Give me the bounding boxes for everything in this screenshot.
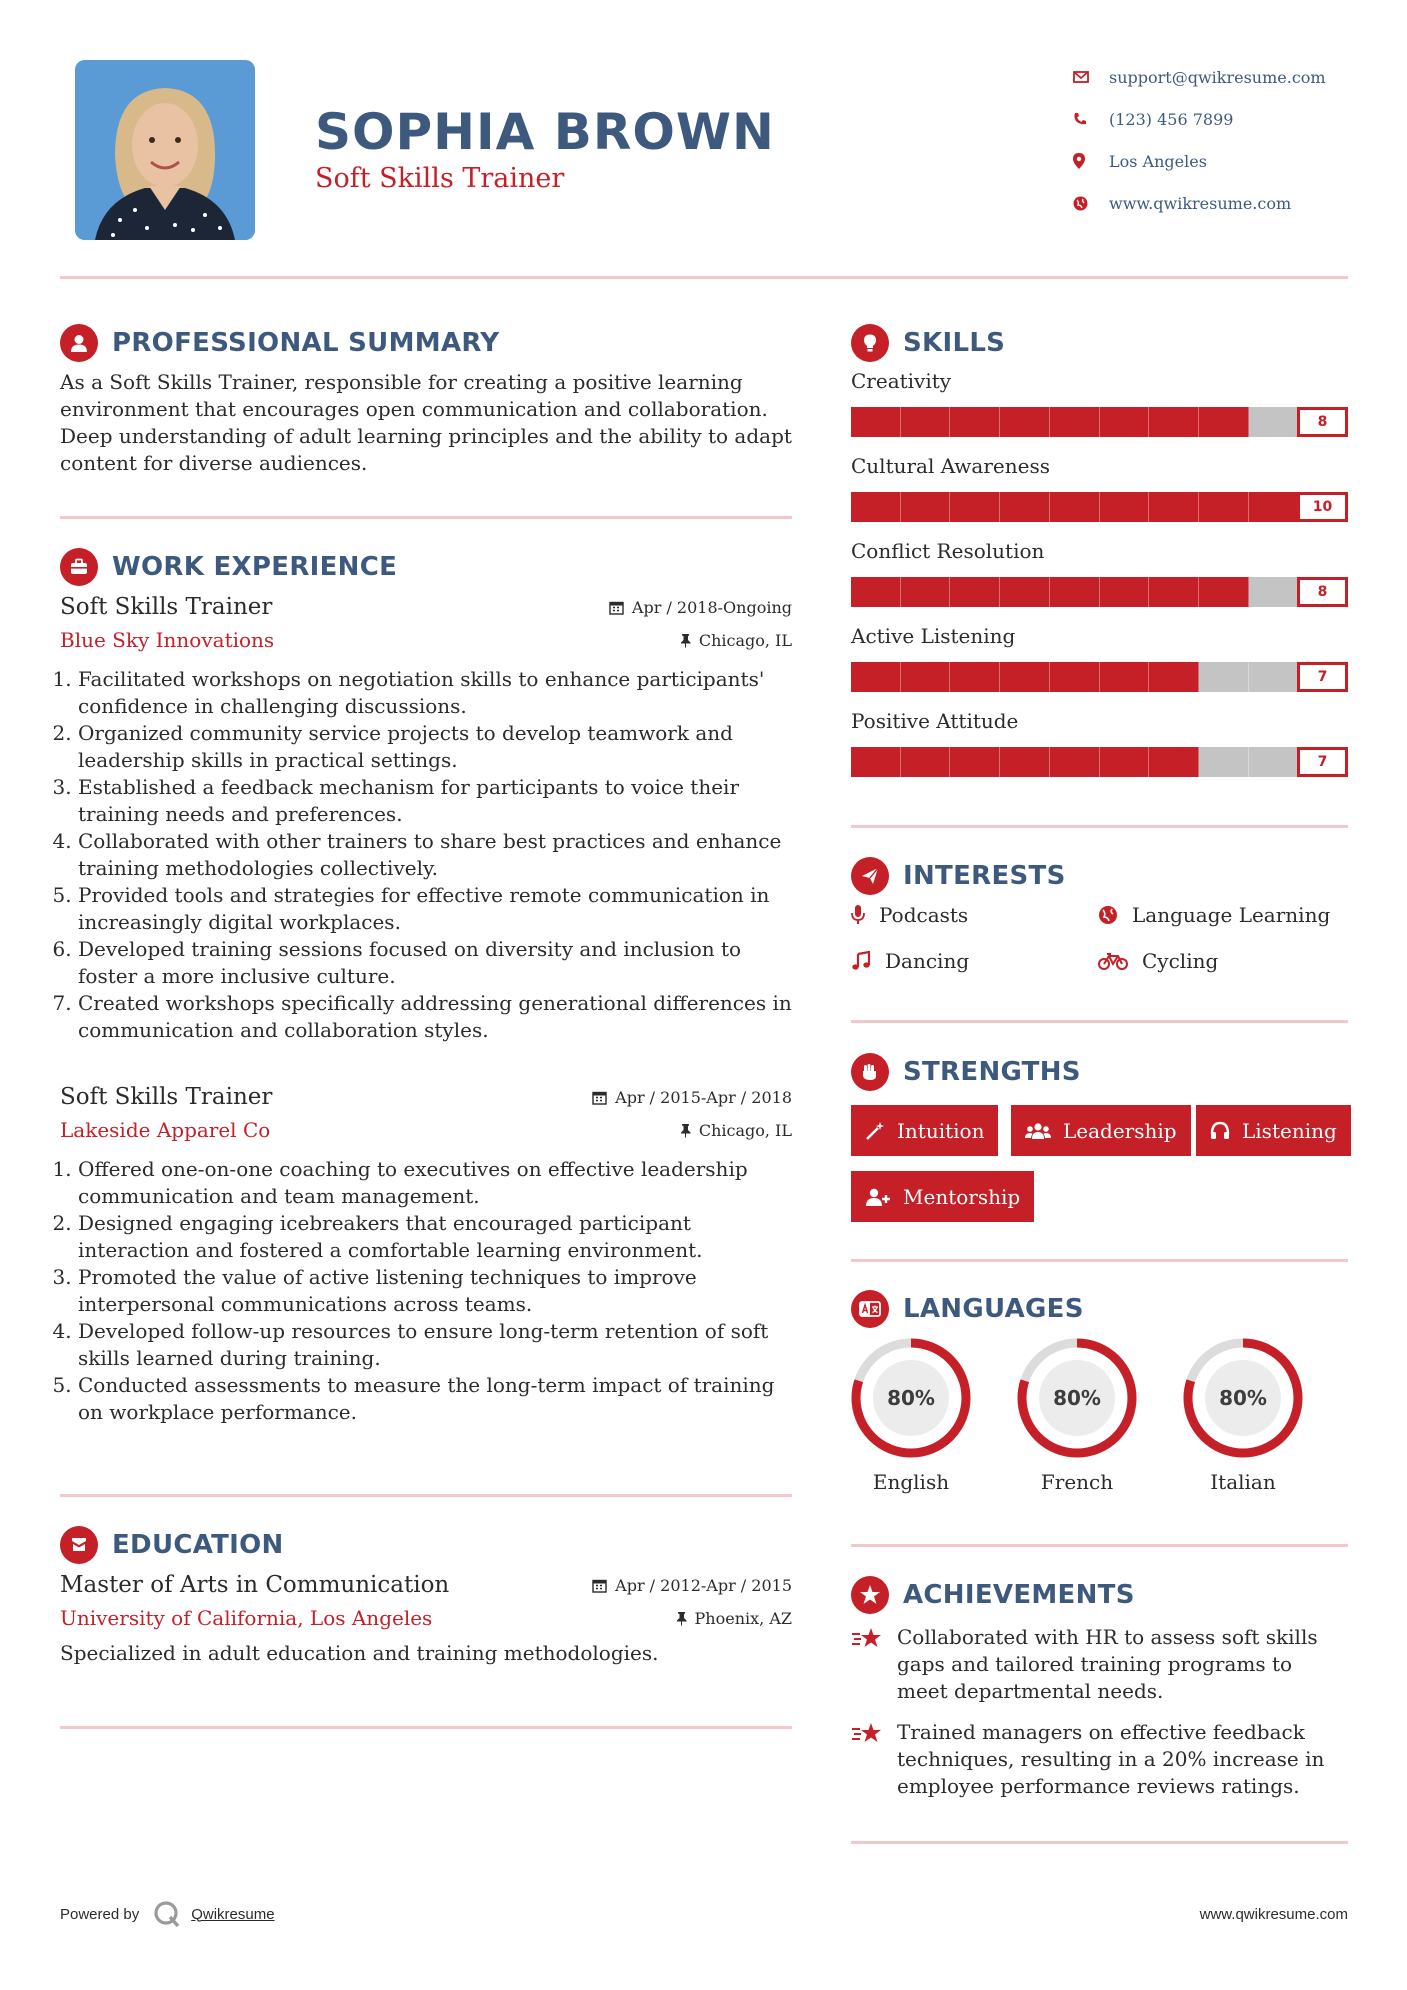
skill-value: 7: [1297, 747, 1348, 777]
qwikresume-logo-icon: [153, 1900, 181, 1928]
strength-chip: [1011, 1105, 1191, 1156]
contact-phone[interactable]: [1073, 98, 1373, 140]
skills-heading: [851, 324, 1005, 362]
duty-item: 7. Created workshops specifically addressing generational differences in communication and collaboration styles.: [78, 990, 792, 1044]
footer-powered: [60, 1900, 275, 1928]
summary-heading: [60, 324, 499, 362]
skill-bar-segment: [950, 492, 1000, 522]
shooting-star-icon: [851, 1721, 883, 1747]
job-dates: [609, 598, 792, 617]
skill-bar-segment: [1149, 747, 1199, 777]
skill-bar: [851, 662, 1348, 692]
skill-value: 7: [1297, 662, 1348, 692]
users-icon: [1025, 1121, 1051, 1141]
calendar-icon: [609, 600, 624, 615]
contact-list: [1073, 56, 1373, 224]
languages-heading: [851, 1290, 1084, 1328]
skill-bar-segment: [1000, 492, 1050, 522]
powered-by-text: Powered by: [60, 1905, 140, 1923]
work-title: WORK EXPERIENCE: [112, 552, 398, 582]
skill-bar-segment: [851, 747, 901, 777]
achievement-item: [851, 1719, 1348, 1800]
language-percent: 80%: [887, 1386, 935, 1410]
skill-bar-segment: [1050, 662, 1100, 692]
work-divider: [60, 1494, 792, 1497]
education-dates: [592, 1576, 792, 1595]
job-entry: [60, 594, 792, 1044]
summary-title: PROFESSIONAL SUMMARY: [112, 328, 500, 358]
skill-bar-segment: [851, 492, 901, 522]
job-location: [680, 1121, 792, 1140]
language-name: English: [872, 1470, 950, 1494]
degree: Master of Arts in Communication: [60, 1572, 450, 1598]
duty-item: 1. Facilitated workshops on negotiation skills to enhance participants' confidence in challenging discussions.: [78, 666, 792, 720]
languages-title: LANGUAGES: [903, 1294, 1084, 1324]
skill-name: Active Listening: [851, 624, 1016, 648]
education-location: [676, 1609, 792, 1628]
skill-value: 8: [1297, 407, 1348, 437]
education-entry: [60, 1572, 792, 1667]
strengths-title: STRENGTHS: [903, 1057, 1081, 1087]
skill-bar-segment: [1149, 662, 1199, 692]
music-note-icon: [851, 951, 871, 971]
job-role: Soft Skills Trainer: [60, 1084, 273, 1110]
skill-bar-segment: [851, 577, 901, 607]
profile-photo: [75, 60, 255, 240]
job-company: Lakeside Apparel Co: [60, 1118, 271, 1142]
skill-bar-segment: [1100, 407, 1150, 437]
interest-label: Podcasts: [879, 903, 969, 927]
skill-item: [851, 624, 1348, 692]
interest-item: [1098, 949, 1218, 973]
skill-bar-segment: [1050, 407, 1100, 437]
interest-label: Cycling: [1142, 949, 1219, 973]
job-dates: [592, 1088, 792, 1107]
skill-bar-segment: [950, 662, 1000, 692]
skill-bar: [851, 747, 1348, 777]
school: University of California, Los Angeles: [60, 1606, 433, 1630]
contact-website[interactable]: [1073, 182, 1373, 224]
duty-item: 2. Designed engaging icebreakers that encouraged participant interaction and fostered a comfortable learning environment.: [78, 1210, 792, 1264]
skill-bar-segment: [901, 577, 951, 607]
skill-bar-segment: [1249, 492, 1299, 522]
skill-bar-segment: [1000, 577, 1050, 607]
skill-bar-segment: [901, 747, 951, 777]
duty-item: 6. Developed training sessions focused on diversity and inclusion to foster a more inclusive culture.: [78, 936, 792, 990]
fist-icon: [851, 1053, 889, 1091]
strength-label: Intuition: [897, 1118, 985, 1143]
language-icon: [851, 1290, 889, 1328]
skill-bar-segment: [1000, 662, 1050, 692]
skill-bar-segment: [1249, 407, 1299, 437]
strengths-divider: [851, 1259, 1348, 1262]
pushpin-icon: [680, 633, 691, 648]
contact-phone-text: (123) 456 7899: [1109, 109, 1234, 129]
education-divider: [60, 1726, 792, 1729]
skill-name: Conflict Resolution: [851, 539, 1045, 563]
skill-bar-segment: [851, 662, 901, 692]
contact-location: [1073, 140, 1373, 182]
interest-label: Dancing: [885, 949, 970, 973]
skill-bar-segment: [1050, 492, 1100, 522]
duty-item: 3. Promoted the value of active listening techniques to improve interpersonal communications across teams.: [78, 1264, 792, 1318]
skills-title: SKILLS: [903, 328, 1006, 358]
profile-photo-illustration: [75, 60, 255, 240]
skill-bar-segment: [1100, 662, 1150, 692]
skill-bar-segment: [1100, 577, 1150, 607]
education-heading: [60, 1526, 284, 1564]
achievements-title: ACHIEVEMENTS: [903, 1580, 1135, 1610]
duty-item: 4. Collaborated with other trainers to share best practices and enhance training methodologies collectively.: [78, 828, 792, 882]
job-location: [680, 631, 792, 650]
job-dates-text: Apr / 2018-Ongoing: [631, 597, 792, 617]
skill-bar-segment: [1249, 662, 1299, 692]
job-role: Soft Skills Trainer: [60, 594, 273, 620]
shooting-star-icon: [851, 1626, 883, 1652]
skill-name: Cultural Awareness: [851, 454, 1050, 478]
globe-icon: [1073, 196, 1109, 211]
briefcase-icon: [60, 548, 98, 586]
header-divider: [60, 276, 1348, 279]
strength-label: Listening: [1242, 1118, 1337, 1143]
skill-bar-segment: [1249, 747, 1299, 777]
calendar-icon: [592, 1090, 607, 1105]
interests-heading: [851, 857, 1066, 895]
skill-item: [851, 454, 1348, 522]
footer-url[interactable]: www.qwikresume.com: [1199, 1906, 1348, 1923]
skill-bar-segment: [1199, 662, 1249, 692]
skill-bar: [851, 407, 1348, 437]
skill-bar-segment: [1000, 747, 1050, 777]
graduation-icon: [60, 1526, 98, 1564]
skill-bar-segment: [901, 662, 951, 692]
candidate-title: Soft Skills Trainer: [315, 163, 565, 194]
bicycle-icon: [1098, 951, 1128, 971]
language-name: Italian: [1210, 1470, 1276, 1494]
skill-item: [851, 709, 1348, 777]
education-description: Specialized in adult education and training methodologies.: [60, 1641, 659, 1665]
skill-bar: [851, 577, 1348, 607]
skill-name: Creativity: [851, 369, 952, 393]
skill-value: 8: [1297, 577, 1348, 607]
job-duties: [60, 1156, 792, 1426]
interest-item: [1098, 903, 1330, 927]
strength-chip: [851, 1171, 1034, 1222]
skill-bar-segment: [1050, 747, 1100, 777]
language-percent: 80%: [1053, 1386, 1101, 1410]
skill-bar-segment: [1149, 407, 1199, 437]
interests-divider: [851, 1020, 1348, 1023]
skill-name: Positive Attitude: [851, 709, 1019, 733]
contact-email[interactable]: [1073, 56, 1373, 98]
skill-bar-segment: [1249, 577, 1299, 607]
globe-icon: [1098, 905, 1118, 925]
skill-bar-segment: [901, 492, 951, 522]
skill-bar-segment: [1100, 492, 1150, 522]
duty-item: 3. Established a feedback mechanism for participants to voice their training needs and preferences.: [78, 774, 792, 828]
skill-bar-segment: [1149, 492, 1199, 522]
envelope-icon: [1073, 71, 1109, 83]
skill-bar-segment: [1100, 747, 1150, 777]
paper-plane-icon: [851, 857, 889, 895]
strength-label: Mentorship: [903, 1184, 1021, 1209]
headphones-icon: [1210, 1121, 1230, 1141]
languages-divider: [851, 1544, 1348, 1547]
skill-bar-segment: [1149, 577, 1199, 607]
duty-item: 5. Provided tools and strategies for effective remote communication in increasingly digital workplaces.: [78, 882, 792, 936]
achievements-divider: [851, 1841, 1348, 1844]
job-dates-text: Apr / 2015-Apr / 2018: [615, 1087, 792, 1107]
candidate-name: SOPHIA BROWN: [315, 103, 775, 161]
user-icon: [60, 324, 98, 362]
interest-item: [851, 949, 969, 973]
skill-bar-segment: [950, 747, 1000, 777]
skill-bar-segment: [851, 407, 901, 437]
summary-divider: [60, 516, 792, 519]
star-badge-icon: [851, 1576, 889, 1614]
skill-bar-segment: [1199, 747, 1249, 777]
phone-icon: [1073, 112, 1109, 126]
skill-bar-segment: [1199, 577, 1249, 607]
job-duties: [60, 666, 792, 1044]
skill-bar-segment: [950, 577, 1000, 607]
pushpin-icon: [680, 1123, 691, 1138]
skill-item: [851, 539, 1348, 607]
achievements-heading: [851, 1576, 1135, 1614]
duty-item: 4. Developed follow-up resources to ensure long-term retention of soft skills learned during training.: [78, 1318, 792, 1372]
summary-text: As a Soft Skills Trainer, responsible for creating a positive learning environment that encourages open communication and collaboration. Deep understanding of adult learning principles and the ability to adapt content for diverse audiences.: [60, 370, 792, 475]
achievement-item: [851, 1624, 1348, 1705]
duty-item: 1. Offered one-on-one coaching to executives on effective leadership communication and team management.: [78, 1156, 792, 1210]
duty-item: 5. Conducted assessments to measure the long-term impact of training on workplace performance.: [78, 1372, 792, 1426]
education-title: EDUCATION: [112, 1530, 284, 1560]
microphone-icon: [851, 905, 865, 925]
language-item: [1181, 1336, 1305, 1494]
skill-item: [851, 369, 1348, 437]
skill-value: 10: [1297, 492, 1348, 522]
skill-bar-segment: [1000, 407, 1050, 437]
job-location-text: Chicago, IL: [698, 1120, 792, 1140]
job-location-text: Chicago, IL: [698, 630, 792, 650]
education-dates-text: Apr / 2012-Apr / 2015: [615, 1575, 792, 1595]
skills-divider: [851, 825, 1348, 828]
skill-bar-segment: [950, 407, 1000, 437]
contact-website-text: www.qwikresume.com: [1109, 193, 1292, 213]
map-pin-icon: [1073, 153, 1109, 169]
language-item: [1015, 1336, 1139, 1494]
skill-bar-segment: [1050, 577, 1100, 607]
interest-item: [851, 903, 968, 927]
interest-label: Language Learning: [1132, 903, 1331, 927]
interests-title: INTERESTS: [903, 861, 1066, 891]
skill-bar: [851, 492, 1348, 522]
strength-label: Leadership: [1063, 1118, 1177, 1143]
work-heading: [60, 548, 397, 586]
language-item: [849, 1336, 973, 1494]
skill-bar-segment: [1199, 407, 1249, 437]
pushpin-icon: [676, 1611, 687, 1626]
brand-link[interactable]: Qwikresume: [191, 1905, 275, 1923]
strength-chip: [851, 1105, 998, 1156]
education-location-text: Phoenix, AZ: [694, 1608, 792, 1628]
skill-bar-segment: [1199, 492, 1249, 522]
achievement-text: Trained managers on effective feedback techniques, resulting in a 20% increase in employee performance reviews ratings.: [897, 1720, 1325, 1798]
job-entry: [60, 1084, 792, 1426]
language-name: French: [1040, 1470, 1114, 1494]
duty-item: 2. Organized community service projects to develop teamwork and leadership skills in practical settings.: [78, 720, 792, 774]
language-percent: 80%: [1219, 1386, 1267, 1410]
job-company: Blue Sky Innovations: [60, 628, 275, 652]
contact-email-text: support@qwikresume.com: [1109, 67, 1326, 87]
user-plus-icon: [865, 1187, 891, 1207]
skill-bar-segment: [901, 407, 951, 437]
lightbulb-icon: [851, 324, 889, 362]
contact-location-text: Los Angeles: [1109, 151, 1207, 171]
calendar-icon: [592, 1578, 607, 1593]
strength-chip: [1196, 1105, 1351, 1156]
magic-wand-icon: [865, 1121, 885, 1141]
achievement-text: Collaborated with HR to assess soft skills gaps and tailored training programs to meet departmental needs.: [897, 1625, 1318, 1703]
strengths-heading: [851, 1053, 1081, 1091]
